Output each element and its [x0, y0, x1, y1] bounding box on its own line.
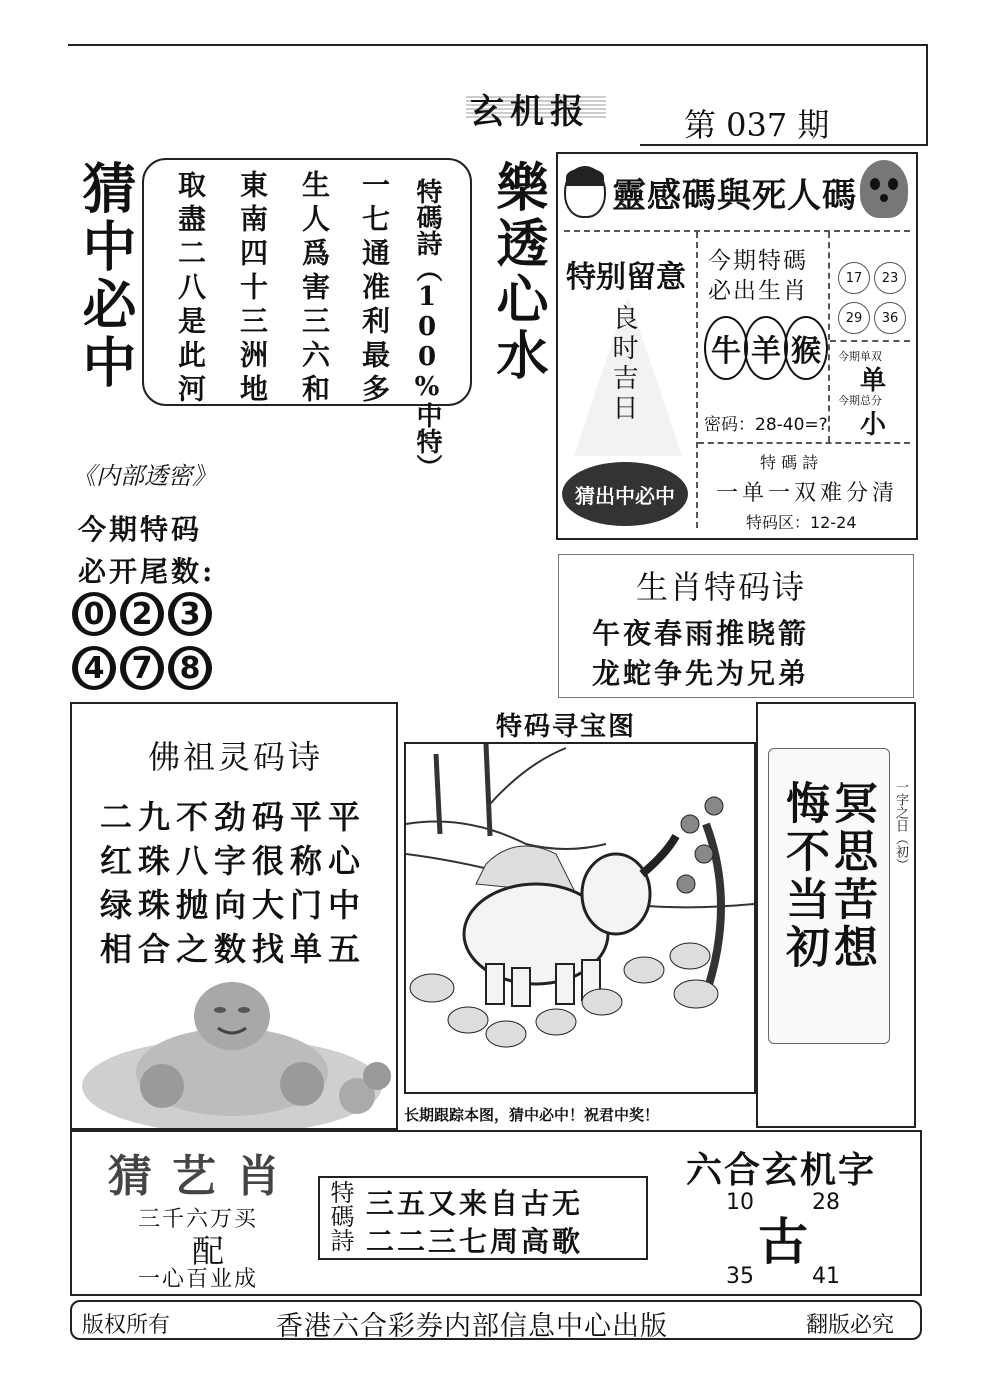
- digit-ball: 3: [168, 592, 212, 636]
- bottom-poem-line: 二二三七周高歌: [366, 1225, 584, 1258]
- poem-label: 特碼詩（100%中特）: [412, 178, 442, 480]
- poem-column: 東南四十三洲地: [236, 170, 269, 408]
- digit-ball: 8: [168, 646, 212, 690]
- buddha-poem-title: 佛祖灵码诗: [148, 738, 324, 776]
- internal-title: 《内部透密》: [72, 462, 216, 490]
- footer-left: 版权所有: [82, 1313, 171, 1338]
- treasure-title: 特码寻宝图: [496, 712, 637, 742]
- digit-ball: 2: [120, 592, 164, 636]
- treasure-caption: 长期跟踪本图，猜中必中！祝君中奖！: [404, 1106, 660, 1124]
- zodiac-heading: 今期特碼: [708, 248, 808, 274]
- panel-divider: [564, 230, 910, 232]
- digit-ball: 4: [72, 646, 116, 690]
- scroll-side-note: 一字之日（初）: [893, 780, 908, 871]
- number-circle: 36: [874, 302, 906, 334]
- scroll-col-right: 冥思苦想: [826, 780, 877, 972]
- panel-divider: [828, 232, 830, 442]
- notice-body: 良时吉日: [608, 304, 638, 424]
- zodiac-poem-line: 龙蛇争先为兄弟: [592, 657, 810, 690]
- password: 密码：28-40=?: [704, 415, 828, 435]
- xuanji-number: 10: [726, 1190, 754, 1215]
- guess-line-top: 三千六万买: [138, 1207, 259, 1232]
- poem-column: 取盡二八是此河: [174, 170, 207, 408]
- panel-divider: [830, 340, 910, 342]
- bottom-poem-line: 三五又来自古无: [366, 1187, 584, 1220]
- spirit-poem-label: 特 碼 詩: [760, 453, 819, 472]
- total-label: 今期总分: [838, 394, 882, 407]
- face-icon: [564, 166, 606, 218]
- digit-ball: 0: [72, 592, 116, 636]
- buddha-poem-line: 相合之数找单五: [100, 930, 367, 968]
- number-range: 特码区：12-24: [746, 513, 857, 532]
- page-title: 玄机报: [470, 92, 590, 132]
- internal-line: 必开尾数:: [78, 555, 216, 588]
- bottom-poem-label: 特碼詩: [326, 1180, 354, 1252]
- left-banner: 猜中必中: [74, 160, 138, 392]
- odd-even-label: 今期单双: [838, 350, 882, 363]
- middle-banner: 樂透心水: [487, 160, 548, 384]
- scroll-col-left: 悔不当初: [778, 780, 829, 972]
- digit-ball: 7: [120, 646, 164, 690]
- buddha-poem-line: 绿珠抛向大门中: [100, 886, 367, 924]
- header-top-rule: [68, 44, 928, 46]
- xuanji-number: 41: [812, 1264, 840, 1289]
- zodiac-monkey: 猴: [784, 316, 828, 380]
- guess-badge-label: 猜出中必中: [575, 483, 675, 508]
- xuanji-title: 六合玄机字: [686, 1149, 877, 1191]
- total-value: 小: [860, 410, 887, 440]
- number-circle: 23: [874, 262, 906, 294]
- guess-line-mid: 配: [192, 1232, 225, 1270]
- number-circle: 17: [838, 262, 870, 294]
- poem-column: 生人爲害三六和: [298, 170, 331, 408]
- internal-line: 今期特码: [78, 513, 203, 546]
- guess-title: 猜艺肖: [108, 1151, 300, 1202]
- zodiac-poem-title: 生肖特码诗: [636, 568, 807, 606]
- zodiac-goat: 羊: [744, 316, 788, 380]
- issue-number: 第 037 期: [684, 106, 830, 144]
- xuanji-number: 35: [726, 1264, 754, 1289]
- buddha-poem-line: 红珠八字很称心: [100, 842, 367, 880]
- xuanji-number: 28: [812, 1190, 840, 1215]
- spirit-title: 靈感碼與死人碼: [612, 176, 857, 216]
- poem-column: 一七通准利最多: [358, 170, 391, 408]
- panel-divider: [698, 442, 910, 444]
- zodiac-heading: 必出生肖: [708, 278, 808, 304]
- skull-icon: [860, 160, 908, 218]
- xuanji-char: 古: [758, 1212, 808, 1271]
- footer-right: 翻版必究: [806, 1313, 895, 1338]
- odd-even-value: 单: [860, 366, 887, 396]
- buddha-illustration: [72, 976, 396, 1128]
- notice-title: 特别留意: [566, 260, 686, 295]
- header-right-rule: [926, 44, 928, 146]
- footer-center: 香港六合彩券内部信息中心出版: [276, 1311, 668, 1342]
- panel-divider: [696, 232, 698, 528]
- guess-badge: [562, 462, 688, 526]
- zodiac-poem-line: 午夜春雨推晓箭: [592, 617, 810, 650]
- spirit-poem-text: 一单一双难分清: [716, 481, 899, 506]
- guess-line-bottom: 一心百业成: [138, 1267, 259, 1292]
- zodiac-ox: 牛: [704, 316, 748, 380]
- buddha-poem-line: 二九不劲码平平: [100, 798, 367, 836]
- elephant-illustration: [406, 744, 754, 1092]
- number-circle: 29: [838, 302, 870, 334]
